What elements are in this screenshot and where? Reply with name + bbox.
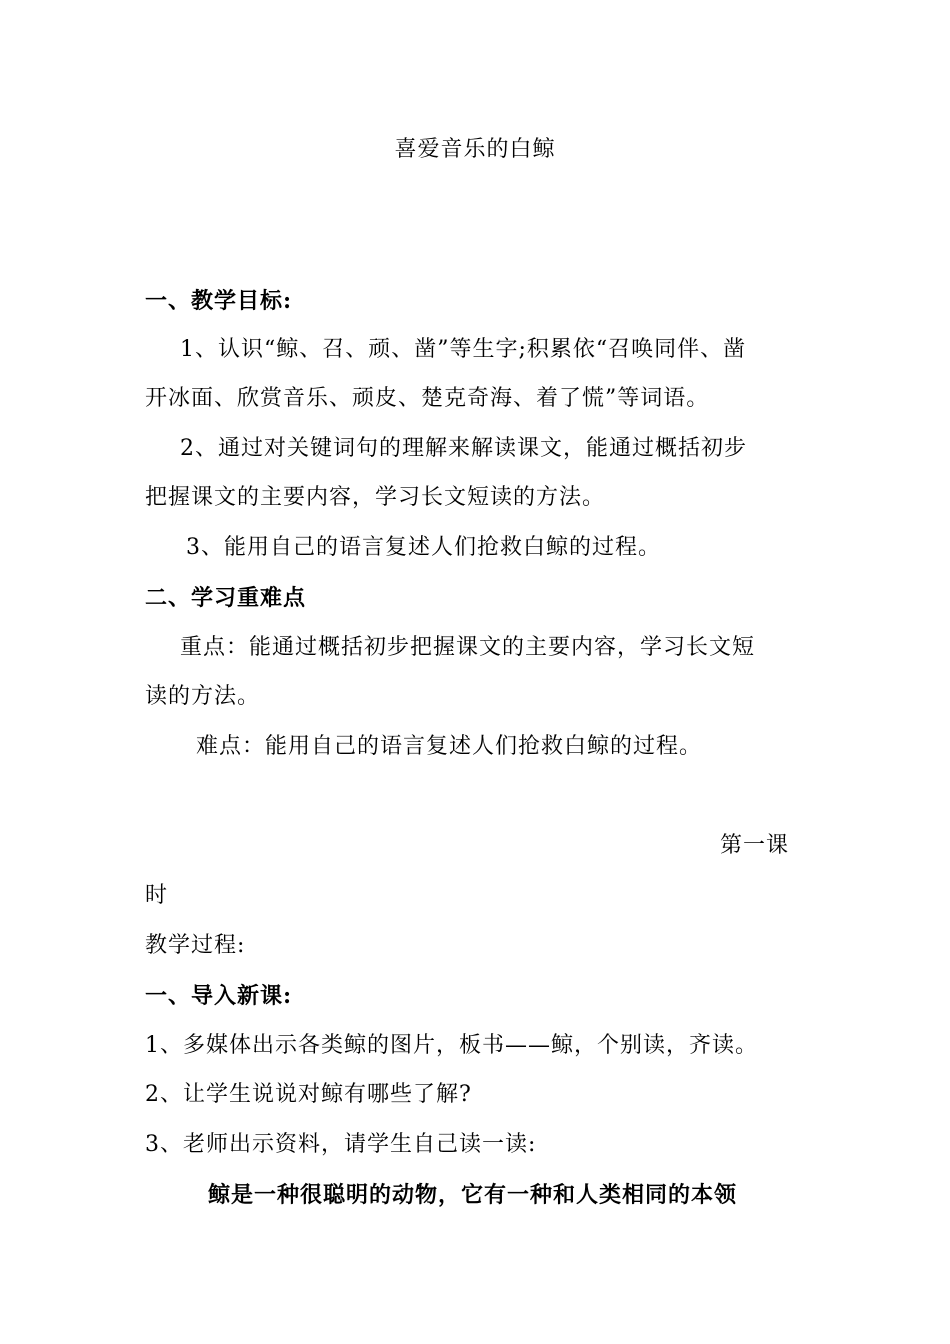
lesson-label-part-2: 时	[145, 883, 169, 908]
section-heading-goals: 一、教学目标:	[145, 288, 293, 314]
section-heading-intro: 一、导入新课:	[145, 983, 293, 1009]
intro-step-1: 1、多媒体出示各类鲸的图片，板书——鲸，个别读，齐读。	[145, 1033, 758, 1058]
goal-1-line-1: 1、认识“鲸、召、顽、凿”等生字;积累依“召唤同伴、凿	[180, 337, 747, 362]
quote-text: 鲸是一种很聪明的动物，它有一种和人类相同的本领	[208, 1182, 738, 1208]
goal-2-line-2: 把握课文的主要内容，学习长文短读的方法。	[145, 485, 606, 510]
section-heading-key-points: 二、学习重难点	[145, 585, 307, 611]
intro-step-3: 3、老师出示资料，请学生自己读一读:	[145, 1132, 537, 1157]
page-title: 喜爱音乐的白鲸	[394, 137, 556, 162]
goal-1-line-2: 开冰面、欣赏音乐、顽皮、楚克奇海、着了慌”等词语。	[145, 386, 710, 411]
intro-step-2: 2、让学生说说对鲸有哪些了解?	[145, 1082, 472, 1107]
key-point-line-2: 读的方法。	[145, 684, 261, 709]
key-point-line-1: 重点：能通过概括初步把握课文的主要内容，学习长文短	[180, 635, 756, 660]
difficult-point: 难点：能用自己的语言复述人们抢救白鲸的过程。	[196, 734, 703, 759]
goal-3: 3、能用自己的语言复述人们抢救白鲸的过程。	[186, 535, 661, 560]
goal-2-line-1: 2、通过对关键词句的理解来解读课文，能通过概括初步	[180, 436, 747, 461]
teaching-process-label: 教学过程:	[145, 933, 246, 958]
lesson-label-part-1: 第一课	[720, 833, 790, 858]
